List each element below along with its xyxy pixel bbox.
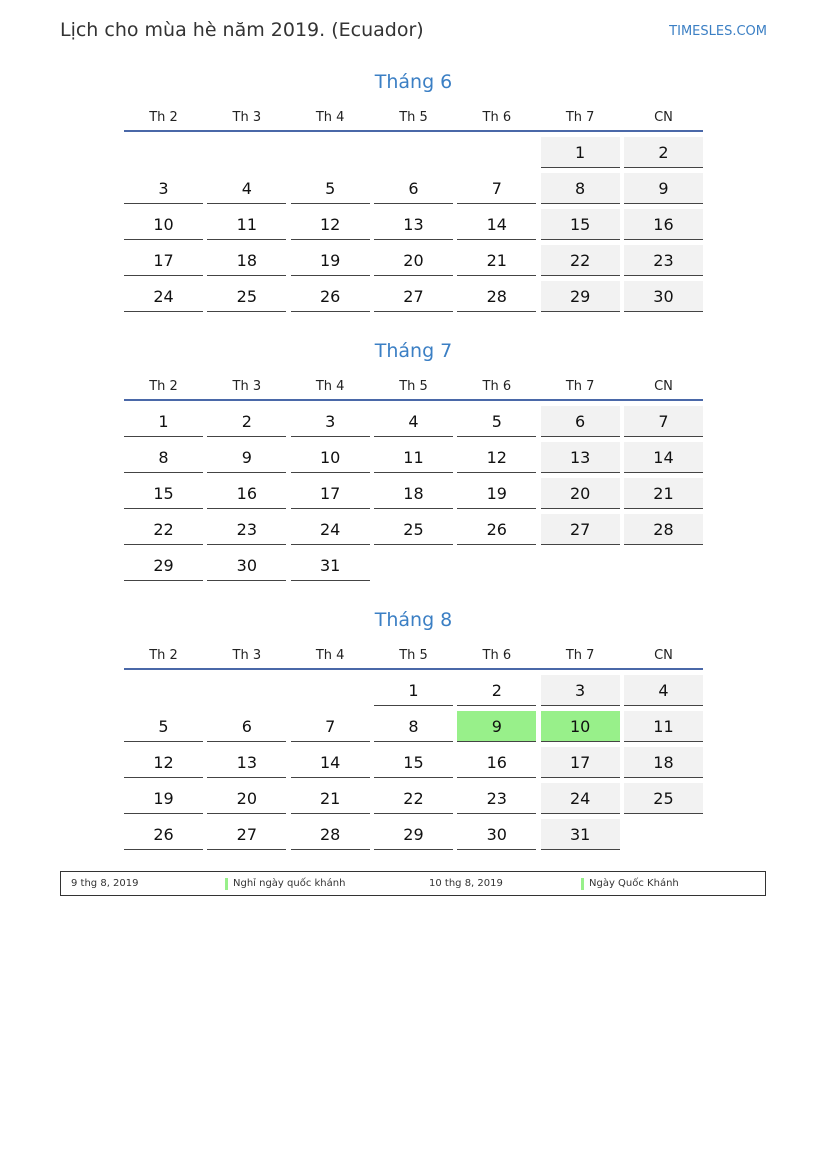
day-cell[interactable]: 28 [624, 514, 703, 545]
day-cell[interactable]: 19 [291, 245, 370, 276]
weekday-label: Th 7 [565, 648, 595, 663]
day-cell[interactable]: 30 [457, 819, 536, 850]
empty-day-cell [207, 137, 286, 168]
weekday-label: Th 2 [149, 648, 178, 663]
day-cell[interactable]: 24 [541, 783, 620, 814]
legend-color-swatch [225, 878, 228, 890]
day-cell[interactable]: 7 [457, 173, 536, 204]
month-title: Tháng 6 [374, 71, 453, 93]
day-grid [124, 137, 703, 312]
day-cell[interactable]: 17 [124, 245, 203, 276]
legend-date: 10 thg 8, 2019 [429, 878, 503, 889]
day-cell[interactable]: 6 [207, 711, 286, 742]
day-cell[interactable]: 23 [457, 783, 536, 814]
day-cell[interactable]: 29 [124, 550, 203, 581]
empty-day-cell [291, 137, 370, 168]
weekday-label: Th 7 [565, 110, 595, 125]
empty-day-cell [457, 137, 536, 168]
weekday-header [124, 644, 703, 670]
day-cell[interactable]: 12 [457, 442, 536, 473]
day-cell[interactable]: 2 [207, 406, 286, 437]
holiday-legend [60, 871, 766, 896]
day-cell[interactable]: 15 [374, 747, 453, 778]
day-cell[interactable]: 13 [207, 747, 286, 778]
day-cell[interactable]: 25 [374, 514, 453, 545]
day-cell[interactable]: 18 [624, 747, 703, 778]
day-cell[interactable]: 20 [207, 783, 286, 814]
day-cell[interactable]: 12 [124, 747, 203, 778]
empty-day-cell [624, 550, 703, 581]
day-cell[interactable]: 23 [624, 245, 703, 276]
site-link[interactable]: TIMESLES.COM [669, 24, 767, 39]
weekday-label: Th 3 [232, 379, 262, 394]
month-title: Tháng 8 [374, 609, 453, 631]
day-cell[interactable]: 26 [457, 514, 536, 545]
day-cell[interactable]: 2 [457, 675, 536, 706]
weekday-label: Th 4 [315, 648, 345, 663]
day-cell[interactable]: 1 [374, 675, 453, 706]
day-cell[interactable]: 12 [291, 209, 370, 240]
day-cell[interactable]: 5 [457, 406, 536, 437]
day-cell[interactable]: 30 [207, 550, 286, 581]
day-cell[interactable]: 25 [624, 783, 703, 814]
day-cell[interactable]: 21 [291, 783, 370, 814]
holiday-day-cell[interactable]: 9 [457, 711, 536, 742]
day-cell[interactable]: 10 [124, 209, 203, 240]
weekday-label: Th 6 [482, 379, 512, 394]
day-cell[interactable]: 15 [124, 478, 203, 509]
legend-date: 9 thg 8, 2019 [71, 878, 139, 889]
holiday-day-cell[interactable]: 10 [541, 711, 620, 742]
day-cell[interactable]: 11 [624, 711, 703, 742]
empty-day-cell [374, 137, 453, 168]
day-cell[interactable]: 9 [207, 442, 286, 473]
day-cell[interactable]: 16 [624, 209, 703, 240]
day-cell[interactable]: 21 [457, 245, 536, 276]
day-cell[interactable]: 3 [291, 406, 370, 437]
empty-day-cell [624, 819, 703, 850]
day-cell[interactable]: 24 [291, 514, 370, 545]
weekday-label: Th 7 [565, 379, 595, 394]
weekday-header [124, 106, 703, 132]
day-cell[interactable]: 14 [291, 747, 370, 778]
month-calendar [124, 68, 703, 312]
day-cell[interactable]: 23 [207, 514, 286, 545]
weekday-header [124, 375, 703, 401]
day-cell[interactable]: 3 [124, 173, 203, 204]
legend-holiday-name: Ngày Quốc Khánh [589, 878, 679, 889]
day-cell[interactable]: 31 [541, 819, 620, 850]
legend-holiday-name: Nghỉ ngày quốc khánh [233, 878, 346, 889]
day-cell[interactable]: 30 [624, 281, 703, 312]
day-cell[interactable]: 17 [541, 747, 620, 778]
day-cell[interactable]: 8 [374, 711, 453, 742]
day-cell[interactable]: 27 [207, 819, 286, 850]
weekday-label: CN [654, 648, 673, 663]
day-cell[interactable]: 7 [291, 711, 370, 742]
day-cell[interactable]: 11 [207, 209, 286, 240]
empty-day-cell [207, 675, 286, 706]
day-cell[interactable]: 20 [541, 478, 620, 509]
day-cell[interactable]: 18 [207, 245, 286, 276]
day-cell[interactable]: 27 [541, 514, 620, 545]
weekday-label: Th 3 [232, 110, 262, 125]
day-cell[interactable]: 20 [374, 245, 453, 276]
weekday-label: Th 4 [315, 110, 345, 125]
day-cell[interactable]: 5 [291, 173, 370, 204]
day-cell[interactable]: 19 [124, 783, 203, 814]
empty-day-cell [124, 137, 203, 168]
day-cell[interactable]: 8 [541, 173, 620, 204]
day-cell[interactable]: 4 [207, 173, 286, 204]
day-cell[interactable]: 15 [541, 209, 620, 240]
weekday-label: Th 6 [482, 648, 512, 663]
day-cell[interactable]: 1 [541, 137, 620, 168]
weekday-label: Th 3 [232, 648, 262, 663]
day-cell[interactable]: 29 [541, 281, 620, 312]
day-grid [124, 675, 703, 850]
weekday-label: Th 5 [399, 648, 428, 663]
day-cell[interactable]: 26 [291, 281, 370, 312]
day-cell[interactable]: 17 [291, 478, 370, 509]
weekday-label: Th 5 [399, 110, 428, 125]
day-cell[interactable]: 5 [124, 711, 203, 742]
day-cell[interactable]: 19 [457, 478, 536, 509]
weekday-label: CN [654, 379, 673, 394]
day-cell[interactable]: 16 [207, 478, 286, 509]
day-cell[interactable]: 14 [457, 209, 536, 240]
day-cell[interactable]: 25 [207, 281, 286, 312]
weekday-label: Th 2 [149, 110, 178, 125]
day-cell[interactable]: 13 [541, 442, 620, 473]
page-title: Lịch cho mùa hè năm 2019. (Ecuador) [60, 19, 424, 41]
day-cell[interactable]: 8 [124, 442, 203, 473]
day-cell[interactable]: 22 [124, 514, 203, 545]
month-title: Tháng 7 [374, 340, 453, 362]
day-cell[interactable]: 11 [374, 442, 453, 473]
day-cell[interactable]: 14 [624, 442, 703, 473]
legend-color-swatch [581, 878, 584, 890]
day-cell[interactable]: 7 [624, 406, 703, 437]
day-cell[interactable]: 4 [374, 406, 453, 437]
weekday-label: Th 4 [315, 379, 345, 394]
weekday-label: Th 6 [482, 110, 512, 125]
day-cell[interactable]: 22 [541, 245, 620, 276]
empty-day-cell [291, 675, 370, 706]
day-grid [124, 406, 703, 581]
empty-day-cell [124, 675, 203, 706]
day-cell[interactable]: 4 [624, 675, 703, 706]
empty-day-cell [457, 550, 536, 581]
empty-day-cell [374, 550, 453, 581]
day-cell[interactable]: 29 [374, 819, 453, 850]
day-cell[interactable]: 24 [124, 281, 203, 312]
day-cell[interactable]: 28 [291, 819, 370, 850]
day-cell[interactable]: 2 [624, 137, 703, 168]
weekday-label: Th 5 [399, 379, 428, 394]
weekday-label: CN [654, 110, 673, 125]
month-calendar [124, 606, 703, 850]
month-calendar [124, 337, 703, 581]
day-cell[interactable]: 6 [541, 406, 620, 437]
day-cell[interactable]: 18 [374, 478, 453, 509]
empty-day-cell [541, 550, 620, 581]
day-cell[interactable]: 26 [124, 819, 203, 850]
day-cell[interactable]: 13 [374, 209, 453, 240]
day-cell[interactable]: 3 [541, 675, 620, 706]
weekday-label: Th 2 [149, 379, 178, 394]
day-cell[interactable]: 28 [457, 281, 536, 312]
day-cell[interactable]: 6 [374, 173, 453, 204]
day-cell[interactable]: 10 [291, 442, 370, 473]
day-cell[interactable]: 22 [374, 783, 453, 814]
day-cell[interactable]: 27 [374, 281, 453, 312]
day-cell[interactable]: 9 [624, 173, 703, 204]
day-cell[interactable]: 16 [457, 747, 536, 778]
day-cell[interactable]: 21 [624, 478, 703, 509]
day-cell[interactable]: 31 [291, 550, 370, 581]
day-cell[interactable]: 1 [124, 406, 203, 437]
